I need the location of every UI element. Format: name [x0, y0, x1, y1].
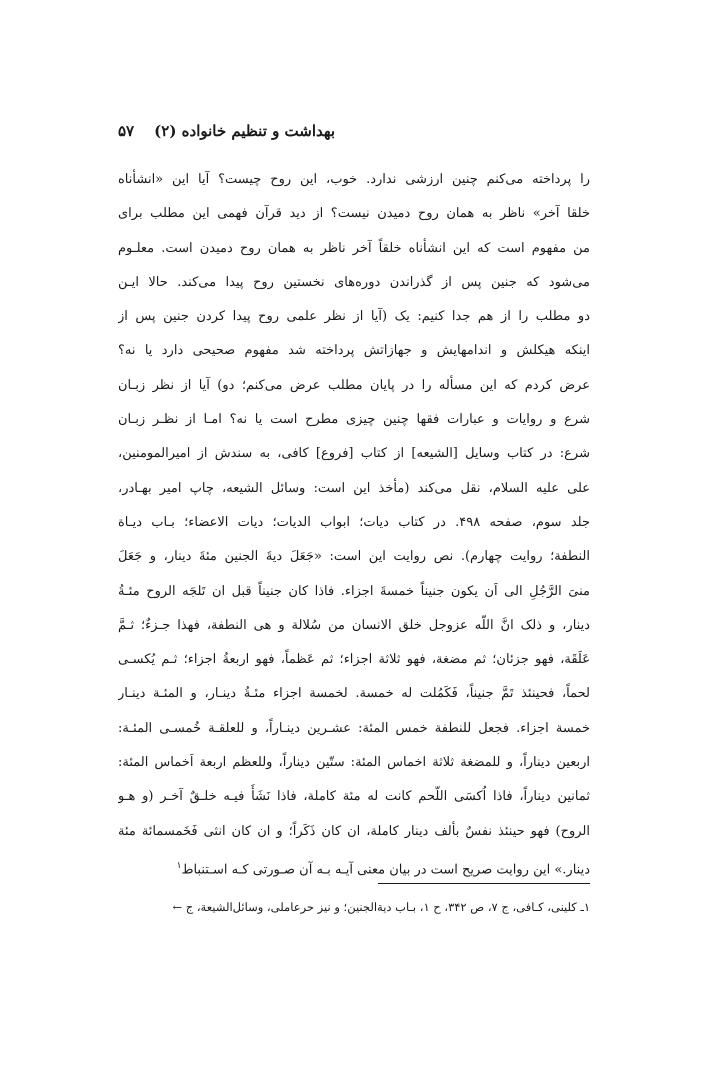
text-line-content: دینار.» این روایت صریح است در بیان معنی آیـه بـه آن صـورتی کـه اسـتنباط [181, 862, 590, 878]
footnote-reference[interactable]: ۱ [176, 860, 182, 871]
text-line: ثمانین دیناراً، فاذا اُکسَی اللّحم کانت له مئة کاملة، فاذا نَشَأَ فیـه خلـقٌ آخـر (و هـو [118, 789, 590, 805]
text-line: خمسة اجزاء. فجعل للنطفة خمس المئة: عشـرین دینـاراً، و للعلقـة خُمسـی المئـة: [118, 720, 590, 736]
header-title: بهداشت و تنظیم خانواده (۲) [154, 122, 335, 140]
text-line: شرع: در کتاب وسایل [الشیعه] از کتاب [فروع] کافی، به سندش از امیرالمومنین، [118, 446, 590, 462]
text-line: علی علیه السلام، نقل می‌کند (مأخذ این است: وسائل الشیعه، چاپ امیر بهـادر، [118, 480, 590, 496]
text-line: منیَ الرَّجُلِ الی اَن یکون جنیناً خمسةَ اجزاء. فاذا کان جنیناً قبل ان تَلجَه الروح مئـةُ [118, 583, 590, 599]
footnote-divider [378, 883, 590, 884]
text-line: عرض کردم که این مسأله را در پایان مطلب عرض می‌کنم؛ دو) آیا از نظر زبـان [118, 377, 590, 393]
text-line: اربعین دیناراً، و للمضغة ثلاثة اخماس المئة: ستّین دیناراً، وللعظم اربعة اَخماس المئة: [118, 755, 590, 771]
text-line: اینکه هیکلش و اندامهایش و جهازاتش پرداخته شد مفهوم صحیحی دارد یا نه؟ [118, 343, 590, 359]
text-line: جلد سوم، صفحه ۴۹۸. در کتاب دیات؛ ابواب الدیات؛ دیات الاعضاء؛ بـاب دیـاة [118, 514, 590, 530]
text-line: دو مطلب را از هم جدا کنیم: یک (آیا از نظر علمی روح پیدا کردن جنین پس از [118, 309, 590, 325]
text-line: عَلَقَة، فهو جزئان؛ ثم مضغة، فهو ثلاثة اجزاء؛ ثم عَظماً، فهو اربعةُ اجزاء؛ ثـم یُکسـی [118, 652, 590, 668]
running-header [118, 118, 335, 144]
page-number: ۵۷ [118, 122, 135, 140]
text-line: شرع و روایات و عبارات فقها چنین چیزی مطرح است یا نه؟ امـا از نظـر زبـان [118, 412, 590, 428]
text-line: النطفة؛ روایت چهارم). نص روایت این است: «جَعَلَ دیةَ الجنین مئةَ دینار، و جَعَلَ [118, 549, 590, 565]
text-line: من مفهوم است که این انشأناه خلقاً آخر ناظر به همان روح دمیدن است. معلـوم [118, 240, 590, 256]
text-line: الروح) فهو حینئذ نفسٌ بألف دینار کاملة، ان کان ذَکَراً؛ و ان کان انثی فَخَمسمائة مئة [118, 823, 590, 839]
body-text [118, 163, 590, 883]
text-line: دینار، و ذلک انَّ اللّه عزوجل خلق الانسان من سُلالة و هی النطفة، فهذا جـزءٌ؛ ثـمَّ [118, 617, 590, 633]
text-line: را پرداخته می‌کنم چنین ارزشی ندارد. خوب، این روح چیست؟ آیا این «انشأناه [118, 172, 590, 187]
text-line: می‌شود که جنین پس از گذراندن دوره‌های نخستین روح پیدا می‌کند. حالا ایـن [118, 274, 590, 290]
footnote: ۱ـ کلینی، کـافی، ج ۷، ص ۳۴۲، ح ۱، بـاب دیةالجنین؛ و نیز حرعاملی، وسائل‌الشیعة، ج ← [172, 900, 590, 914]
text-line: خلقا آخر» ناظر به همان روح دمیدن نیست؟ از دید قرآن فهمی این مطلب برای [118, 206, 590, 222]
text-line-last [118, 849, 590, 883]
text-line: لحماً، فحینئذ تَمَّ جنیناً، فَکَمُلت له خمسة. لخمسة اجزاء مئـةُ دینـار، و المئـة دینـار [118, 686, 590, 702]
